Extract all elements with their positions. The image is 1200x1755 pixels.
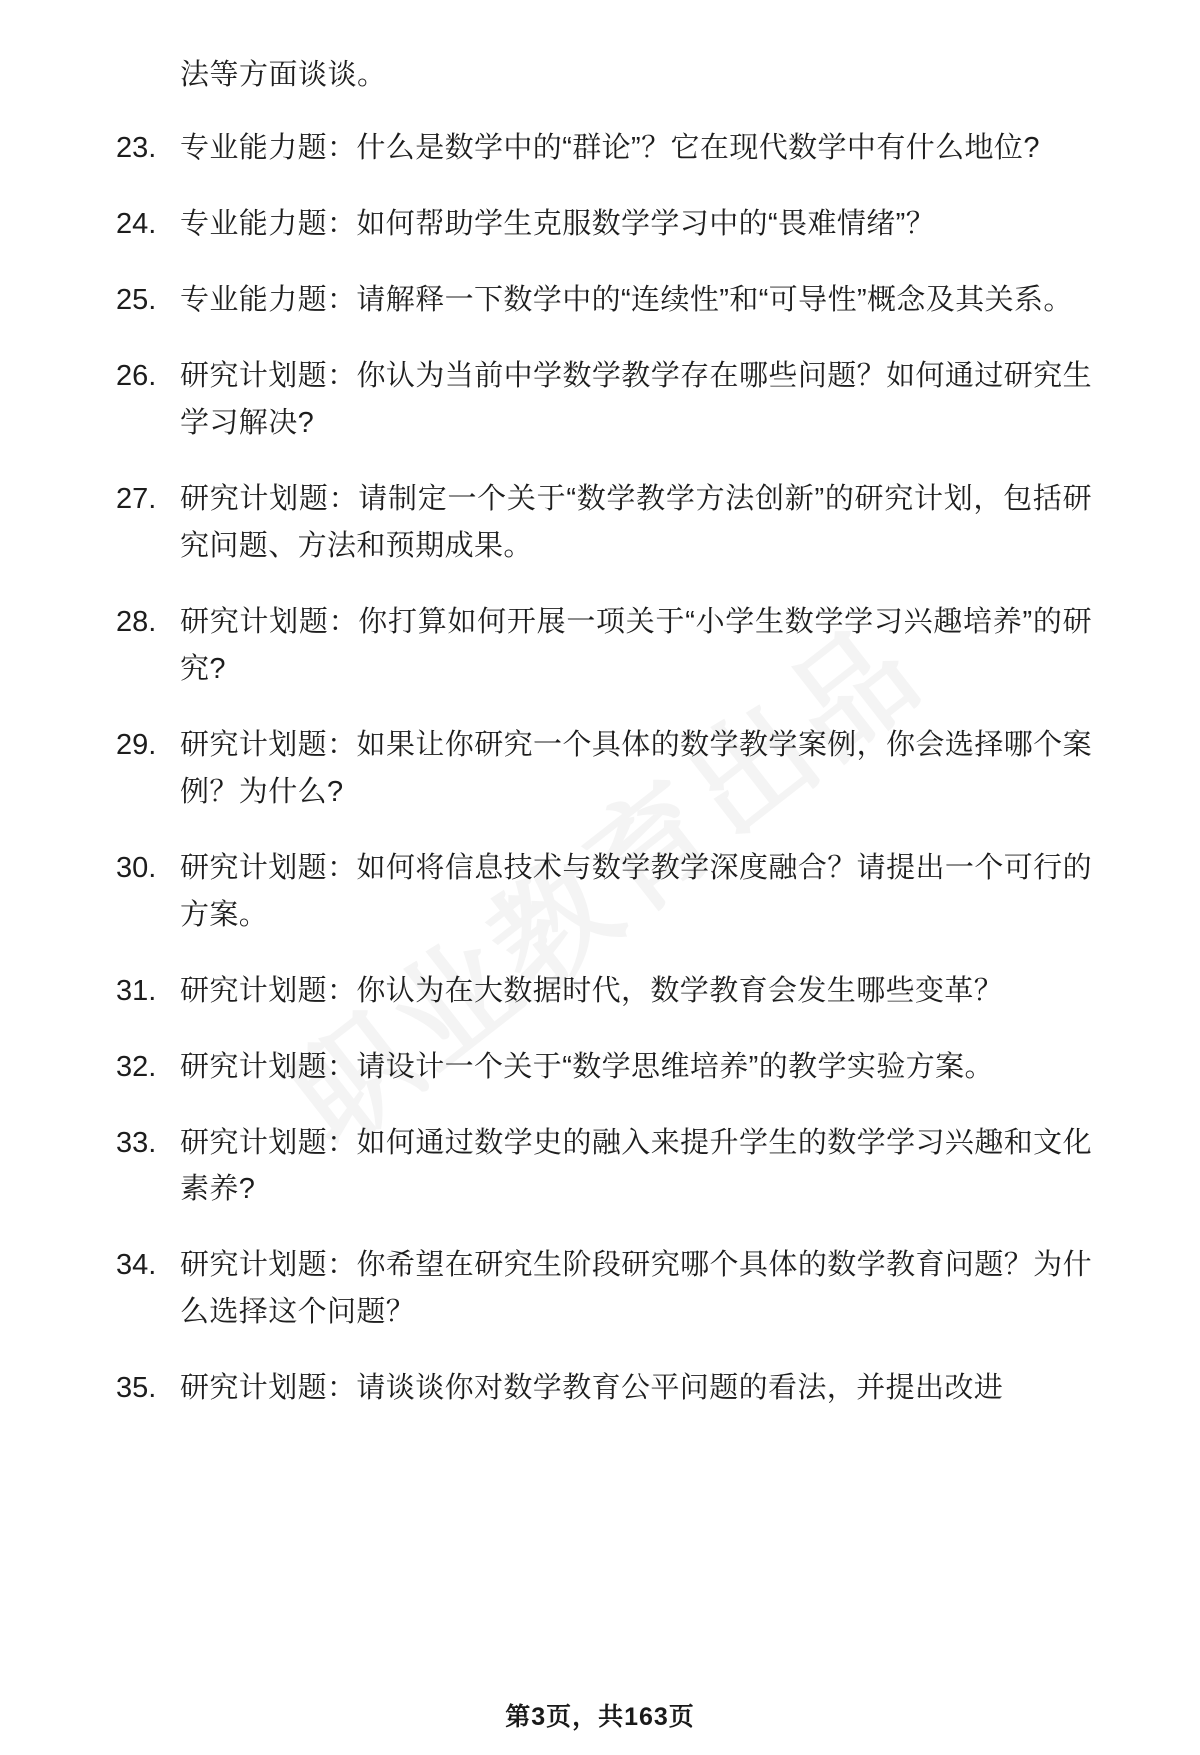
page-content [108,52,1092,1412]
question-item [108,722,1092,816]
question-text: 研究计划题：你认为在大数据时代，数学教育会发生哪些变革？ [180,974,1004,1007]
question-text: 研究计划题：请谈谈你对数学教育公平问题的看法，并提出改进 [180,1372,1004,1405]
question-number: 31. [116,974,157,1007]
question-text: 研究计划题：你希望在研究生阶段研究哪个具体的数学教育问题？为什么选择这个问题？ [180,1249,1092,1329]
question-text: 专业能力题：请解释一下数学中的“连续性”和“可导性”概念及其关系。 [180,283,1073,316]
question-number: 30. [116,851,157,884]
question-number: 25. [116,283,157,316]
question-number: 34. [116,1249,157,1282]
question-item [108,201,1092,248]
question-text: 专业能力题：如何帮助学生克服数学学习中的“畏难情绪”？ [180,207,936,240]
question-number: 28. [116,605,157,638]
question-text: 研究计划题：你打算如何开展一项关于“小学生数学学习兴趣培养”的研究? [180,605,1092,685]
question-item [108,353,1092,447]
question-text: 研究计划题：你认为当前中学数学教学存在哪些问题？如何通过研究生学习解决? [180,359,1092,439]
question-number: 32. [116,1050,157,1083]
question-text: 研究计划题：请设计一个关于“数学思维培养”的教学实验方案。 [180,1050,994,1083]
question-item [108,125,1092,172]
page-footer: 第3页，共163页 [505,1703,695,1731]
question-number: 33. [116,1126,157,1159]
question-number: 23. [116,131,157,164]
question-number: 27. [116,482,157,515]
question-number: 24. [116,207,157,240]
question-number: 26. [116,359,157,392]
question-item [108,1242,1092,1336]
question-number: 29. [116,728,157,761]
question-text: 专业能力题：什么是数学中的“群论”？它在现代数学中有什么地位? [180,131,1040,164]
question-number: 35. [116,1372,157,1405]
question-item [108,1044,1092,1091]
question-item [108,1365,1092,1412]
continued-paragraph: 法等方面谈谈。 [180,59,387,91]
question-item [108,277,1092,324]
question-text: 研究计划题：如何通过数学史的融入来提升学生的数学学习兴趣和文化素养? [180,1126,1092,1206]
question-item [108,968,1092,1015]
question-item [108,1120,1092,1214]
question-text: 研究计划题：如果让你研究一个具体的数学教学案例，你会选择哪个案例？为什么? [180,728,1092,808]
question-text: 研究计划题：请制定一个关于“数学教学方法创新”的研究计划，包括研究问题、方法和预期成果。 [180,482,1092,562]
question-item [108,845,1092,939]
question-item [108,599,1092,693]
question-item [108,476,1092,570]
question-text: 研究计划题：如何将信息技术与数学教学深度融合？请提出一个可行的方案。 [180,851,1092,931]
